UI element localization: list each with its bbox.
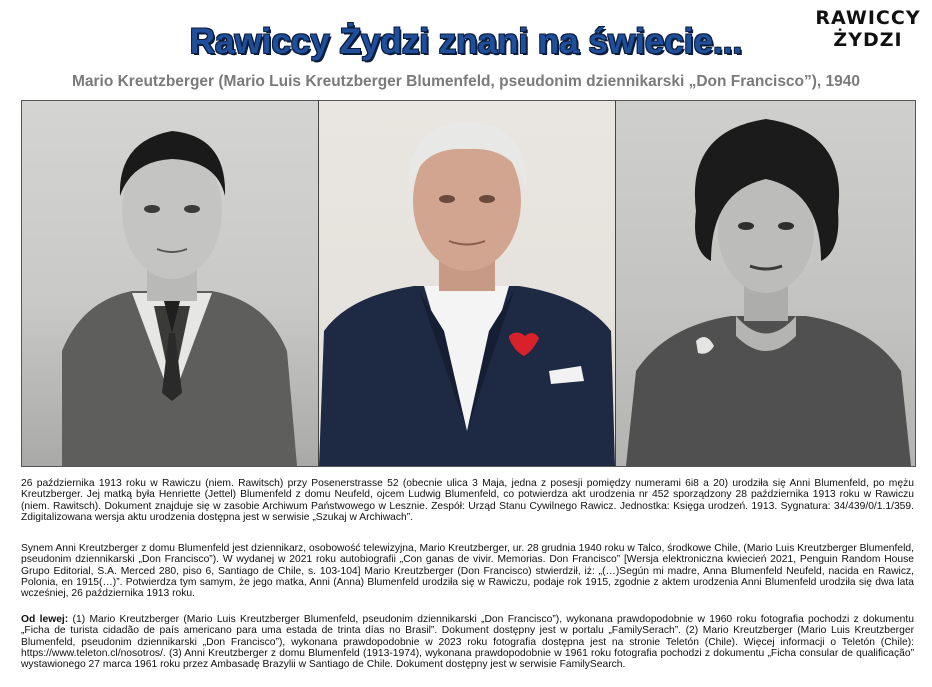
portrait-woman-image <box>616 101 915 466</box>
photo-young-mario <box>22 101 319 466</box>
paragraph-birth-record: 26 października 1913 roku w Rawiczu (niem. Rawitsch) przy Posenerstrasse 52 (obecnie ulica 3 Maja, jedna z posesji pomiędzy numerami 6i8 a 20) urodziła się Anni Blumenfeld, po mężu Kreutzberger. Jej matką była Henriette (Jettel) Blumenfeld z domu Neufeld, ojcem Ludwig Blumenfeld, co potwierdza akt urodzenia nr 452 sporządzony 28 października 1913 roku w Rawiczu (niem. Rawitsch). Dokument znajduje się w zasobie Archiwum Państwowego w Lesznie. Zespół: Urząd Stanu Cywilnego Rawicz. Jednostka: Księga urodzeń. 1913. Sygnatura: 34/439/0/1.1/359. Zdigitalizowana wersja aktu urodzenia dostępna jest w serwisie „Szukaj w Archiwach”. <box>21 478 914 523</box>
captions-text: (1) Mario Kreutzberger (Mario Luis Kreutzberger Blumenfeld, pseudonim dziennikarski „Don Francisco”), wykonana prawdopodobnie w 1960 roku fotografia pochodzi z dokumentu „Ficha de turista cidadão de país americano para uma estada de trinta días no Brasil”. Dokument dostępny jest w portalu „FamilySerach”. (2) Mario Kreutzberger (Mario Luis Kreutzberger Blumenfeld, pseudonim dziennikarski „Don Francisco”), wykonana prawdopodobnie w 2023 roku fotografia dostępna jest na stronie Teletón (Chile). Więcej informacji o Teletón (Chile): https://www.teleton.cl/nosotros/. (3) Anni Kreutzberger z domu Blumenfeld (1913-1974), wykonana prawdopodobnie w 1961 roku fotografia pochodzi z dokumentu „Ficha consular de qualificação” wystawionego 27 marca 1961 roku przez Ambasadę Brazylii w Santiago de Chile. Dokument dostępny jest w serwisie FamilySearch. <box>21 614 914 671</box>
logo-text-top: RAWICCY <box>815 7 921 29</box>
portrait-young-man-image <box>22 101 319 466</box>
paragraph-photo-captions <box>21 614 914 670</box>
page-subtitle: Mario Kreutzberger (Mario Luis Kreutzberger Blumenfeld, pseudonim dziennikarski „Don Francisco”), 1940 <box>71 73 861 90</box>
rawiccy-zydzi-logo <box>812 6 924 58</box>
page-title: Rawiccy Żydzi znani na świecie... <box>189 22 743 61</box>
photo-anni-blumenfeld <box>616 101 915 466</box>
logo-text-bottom: ŻYDZI <box>833 29 903 51</box>
paragraph-son-autobiography: Synem Anni Kreutzberger z domu Blumenfeld jest dziennikarz, osobowość telewizyjna, Mario Kreutzberger, ur. 28 grudnia 1940 roku w Talco, środkowe Chile, (Mario Luis Kreutzberger Blumenfeld, pseudonim dziennikarski „Don Francisco”). W wydanej w 2021 roku autobiografii „Con ganas de vivir. Memorias. Don Francisco” [Wersja elektroniczna kwiecień 2021, Penguin Random House Grupo Editorial, S.A. Merced 280, piso 6, Santiago de Chile, s. 103-104] Mario Kreutzberger (Don Francisco) stwierdził, iż: „(…)Según mi madre, Anna Blumenfeld Neufeld, nacida en Rawicz, Polonia, en 1915(…)”. Potwierdza tym samym, że jego matka, Anni (Anna) Blumenfeld urodziła się w Rawiczu, podaje rok 1915, zgodnie z aktem urodzenia Anni Blumenfeld urodziła się dwa lata wcześniej, 26 października 1913 roku. <box>21 543 914 600</box>
captions-label: Od lewej: <box>21 614 69 625</box>
photo-mario-2023 <box>319 101 615 466</box>
photo-strip <box>21 100 916 467</box>
portrait-older-man-image <box>319 101 615 466</box>
